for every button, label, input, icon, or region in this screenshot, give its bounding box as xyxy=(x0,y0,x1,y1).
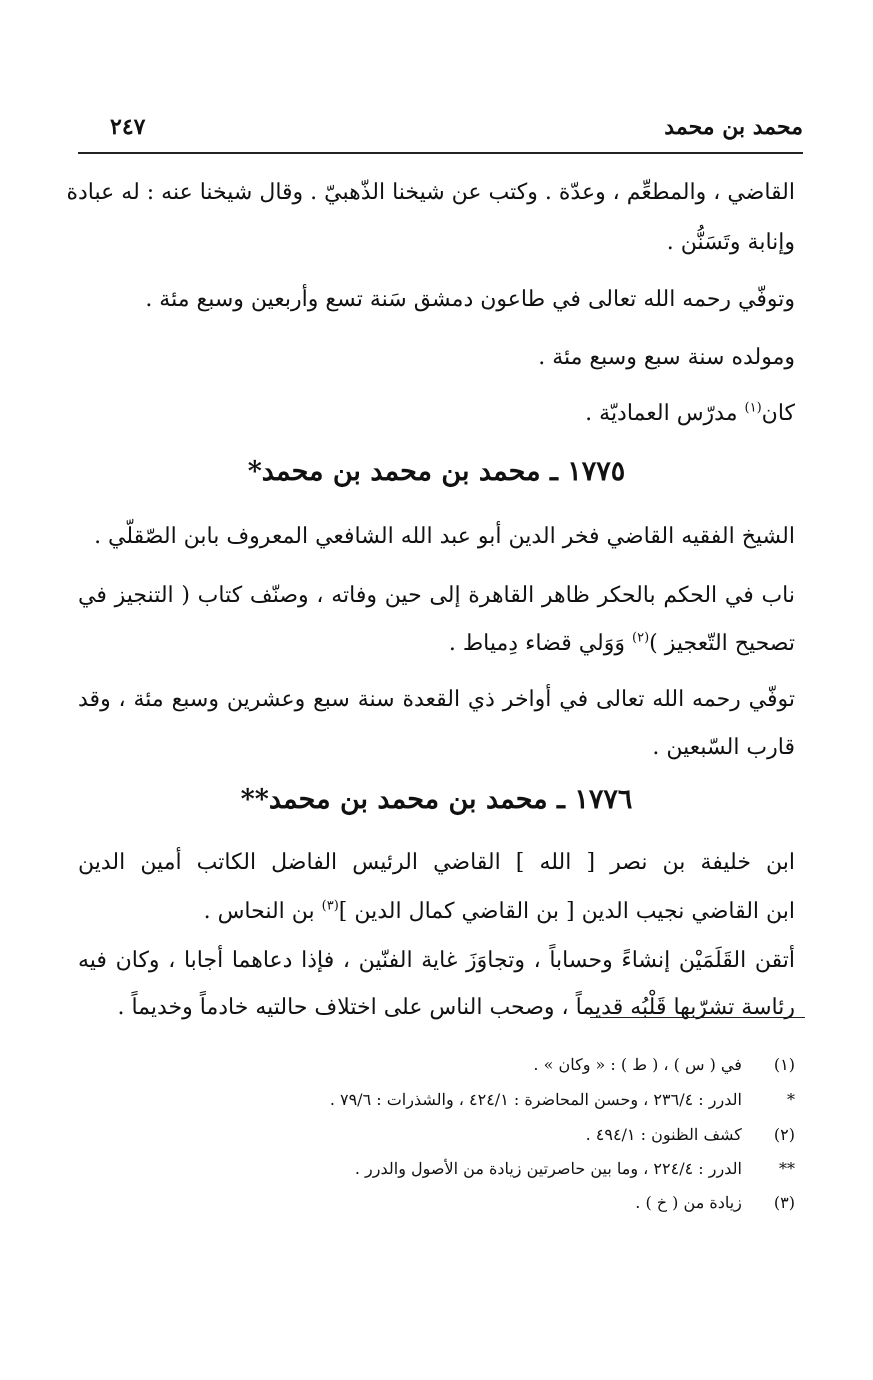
paragraph-line: ومولده سنة سبع وسبع مئة . xyxy=(538,345,795,370)
footnote-text: زيادة من ( خ ) . xyxy=(635,1193,742,1212)
paragraph-line: رئاسة تشرّبها قَلْبُه قديماً ، وصحب الناس على اختلاف حالتيه خادماً وخديماً . xyxy=(117,995,795,1020)
footnote-text: كشف الظنون : ٤٩٤/١ . xyxy=(585,1125,742,1144)
footnote xyxy=(180,1123,795,1147)
paragraph-line: قارب السّبعين . xyxy=(652,735,795,760)
text-run: بن النحاس . xyxy=(203,899,322,924)
paragraph-line: القاضي ، والمطعِّم ، وعدّة . وكتب عن شيخنا الذّهبيّ . وقال شيخنا عنه : له عبادة xyxy=(66,180,795,205)
running-header xyxy=(78,112,803,154)
paragraph-line: ابن خليفة بن نصر [ الله ] القاضي الرئيس الفاضل الكاتب أمين الدين xyxy=(78,850,795,875)
entry-heading-1775: ١٧٧٥ ـ محمد بن محمد بن محمد* xyxy=(247,456,626,487)
footnote-ref: (٣) xyxy=(321,898,339,914)
entry-heading-1776: ١٧٧٦ ـ محمد بن محمد بن محمد** xyxy=(240,784,633,815)
footnote xyxy=(180,1157,795,1181)
footnote-mark: (٣) xyxy=(773,1193,795,1212)
footnote-mark: ** xyxy=(779,1159,795,1178)
running-title: محمد بن محمد xyxy=(664,114,803,140)
paragraph-line: الشيخ الفقيه القاضي فخر الدين أبو عبد الله الشافعي المعروف بابن الصّقلّي . xyxy=(94,524,795,549)
paragraph-line xyxy=(585,397,795,431)
text-run: وَوَلي قضاء دِمياط . xyxy=(448,631,632,656)
paragraph-line: وإنابة وتَسَنُّن . xyxy=(666,230,795,255)
footnote-text: الدرر : ٢٣٦/٤ ، وحسن المحاضرة : ٤٢٤/١ ، والشذرات : ٧٩/٦ . xyxy=(329,1090,742,1109)
paragraph-line xyxy=(204,895,795,929)
paragraph-line: وتوفّي رحمه الله تعالى في طاعون دمشق سَنة تسع وأربعين وسبع مئة . xyxy=(145,287,795,312)
footnote-ref: (١) xyxy=(744,400,762,416)
footnote xyxy=(180,1191,795,1215)
paragraph-line: أتقن القَلَمَيْن إنشاءً وحساباً ، وتجاوَزَ غاية الفنّين ، فإذا دعاهما أجابا ، وكان فيه xyxy=(78,948,795,973)
footnote-separator xyxy=(590,1017,805,1018)
footnote-text: الدرر : ٢٢٤/٤ ، وما بين حاصرتين زيادة من الأصول والدرر . xyxy=(354,1159,742,1178)
text-run: تصحيح التّعجيز ) xyxy=(649,631,795,656)
text-run: ابن القاضي نجيب الدين [ بن القاضي كمال الدين ] xyxy=(338,899,795,924)
footnote-text: في ( س ) ، ( ط ) : « وكان » . xyxy=(533,1055,742,1074)
footnote-ref: (٢) xyxy=(632,630,650,646)
text-run: كان xyxy=(761,401,795,426)
footnote xyxy=(180,1088,795,1112)
paragraph-line xyxy=(449,627,795,661)
footnote-mark: * xyxy=(787,1090,795,1109)
footnote xyxy=(180,1053,795,1077)
paragraph-line: ناب في الحكم بالحكر ظاهر القاهرة إلى حين وفاته ، وصنّف كتاب ( التنجيز في xyxy=(78,583,795,608)
page-number: ٢٤٧ xyxy=(110,114,146,140)
footnote-mark: (٢) xyxy=(773,1125,795,1144)
footnote-mark: (١) xyxy=(773,1055,795,1074)
text-run: مدرّس العماديّة . xyxy=(585,401,745,426)
paragraph-line: توفّي رحمه الله تعالى في أواخر ذي القعدة سنة سبع وعشرين وسبع مئة ، وقد xyxy=(78,687,795,712)
